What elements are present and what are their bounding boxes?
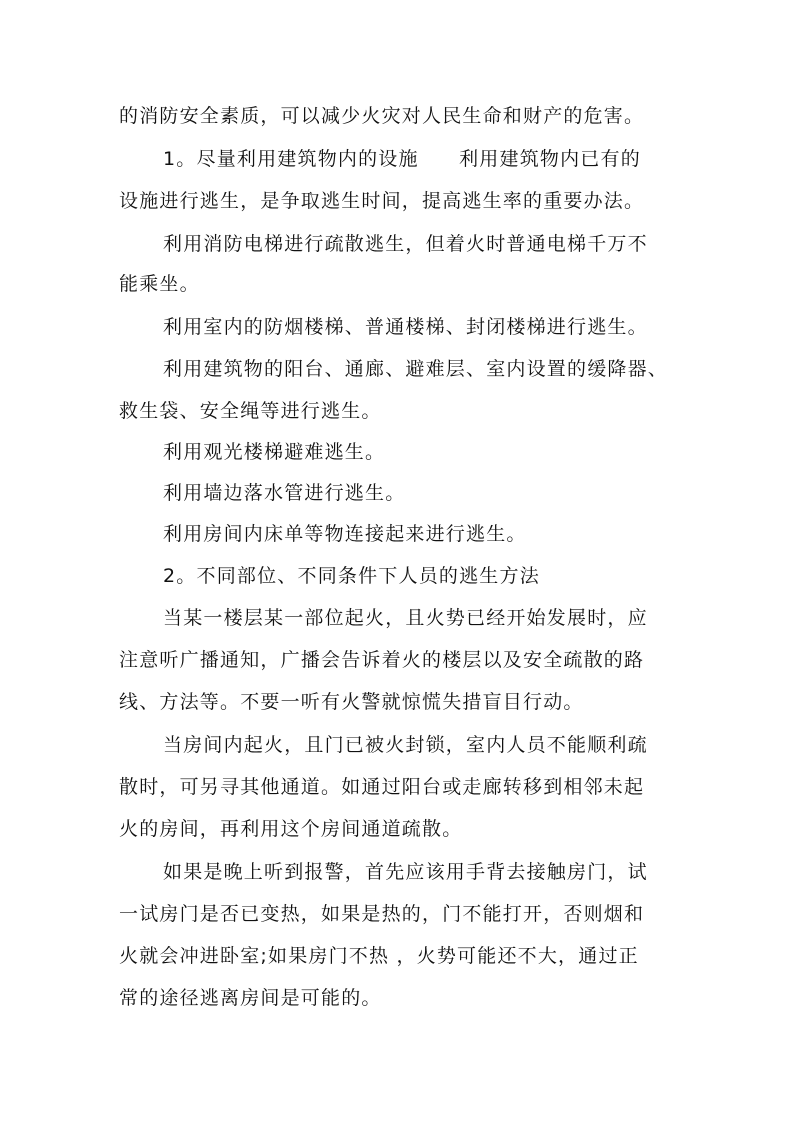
text-line: 如果是晚上听到报警，首先应该用手背去接触房门，试 (163, 861, 648, 883)
text-line: 利用消防电梯进行疏散逃生，但着火时普通电梯千万不 (163, 233, 648, 255)
text-line: 利用观光楼梯避难逃生。 (163, 441, 386, 463)
text-line: 注意听广播通知，广播会告诉着火的楼层以及安全疏散的路 (119, 649, 645, 671)
text-line: 救生袋、安全绳等进行逃生。 (119, 400, 382, 422)
text-line: 利用建筑物的阳台、通廊、避难层、室内设置的缓降器、 (163, 358, 669, 380)
section-heading: 1。尽量利用建筑物内的设施 利用建筑物内已有的 (163, 148, 641, 170)
text-line: 利用房间内床单等物连接起来进行逃生。 (163, 523, 527, 545)
text-line: 常的途径逃离房间是可能的。 (119, 987, 382, 1009)
text-line: 当某一楼层某一部位起火，且火势已经开始发展时，应 (163, 607, 648, 629)
text-line: 利用墙边落水管进行逃生。 (163, 482, 406, 504)
text-line: 能乘坐。 (119, 273, 200, 295)
text-line: 的消防安全素质，可以减少火灾对人民生命和财产的危害。 (119, 105, 645, 127)
text-line: 设施进行逃生，是争取逃生时间，提高逃生率的重要办法。 (119, 190, 645, 212)
text-line: 火就会冲进卧室;如果房门不热 ，火势可能还不大，通过正 (119, 945, 639, 967)
section-heading: 2。不同部位、不同条件下人员的逃生方法 (163, 565, 540, 587)
text-line: 散时，可另寻其他通道。如通过阳台或走廊转移到相邻未起 (119, 776, 645, 798)
text-line: 线、方法等。不要一听有火警就惊慌失措盲目行动。 (119, 691, 584, 713)
text-line: 火的房间，再利用这个房间通道疏散。 (119, 818, 463, 840)
text-line: 一试房门是否已变热，如果是热的，门不能打开，否则烟和 (119, 903, 645, 925)
text-line: 当房间内起火，且门已被火封锁，室内人员不能顺利疏 (163, 734, 648, 756)
text-line: 利用室内的防烟楼梯、普通楼梯、封闭楼梯进行逃生。 (163, 316, 648, 338)
